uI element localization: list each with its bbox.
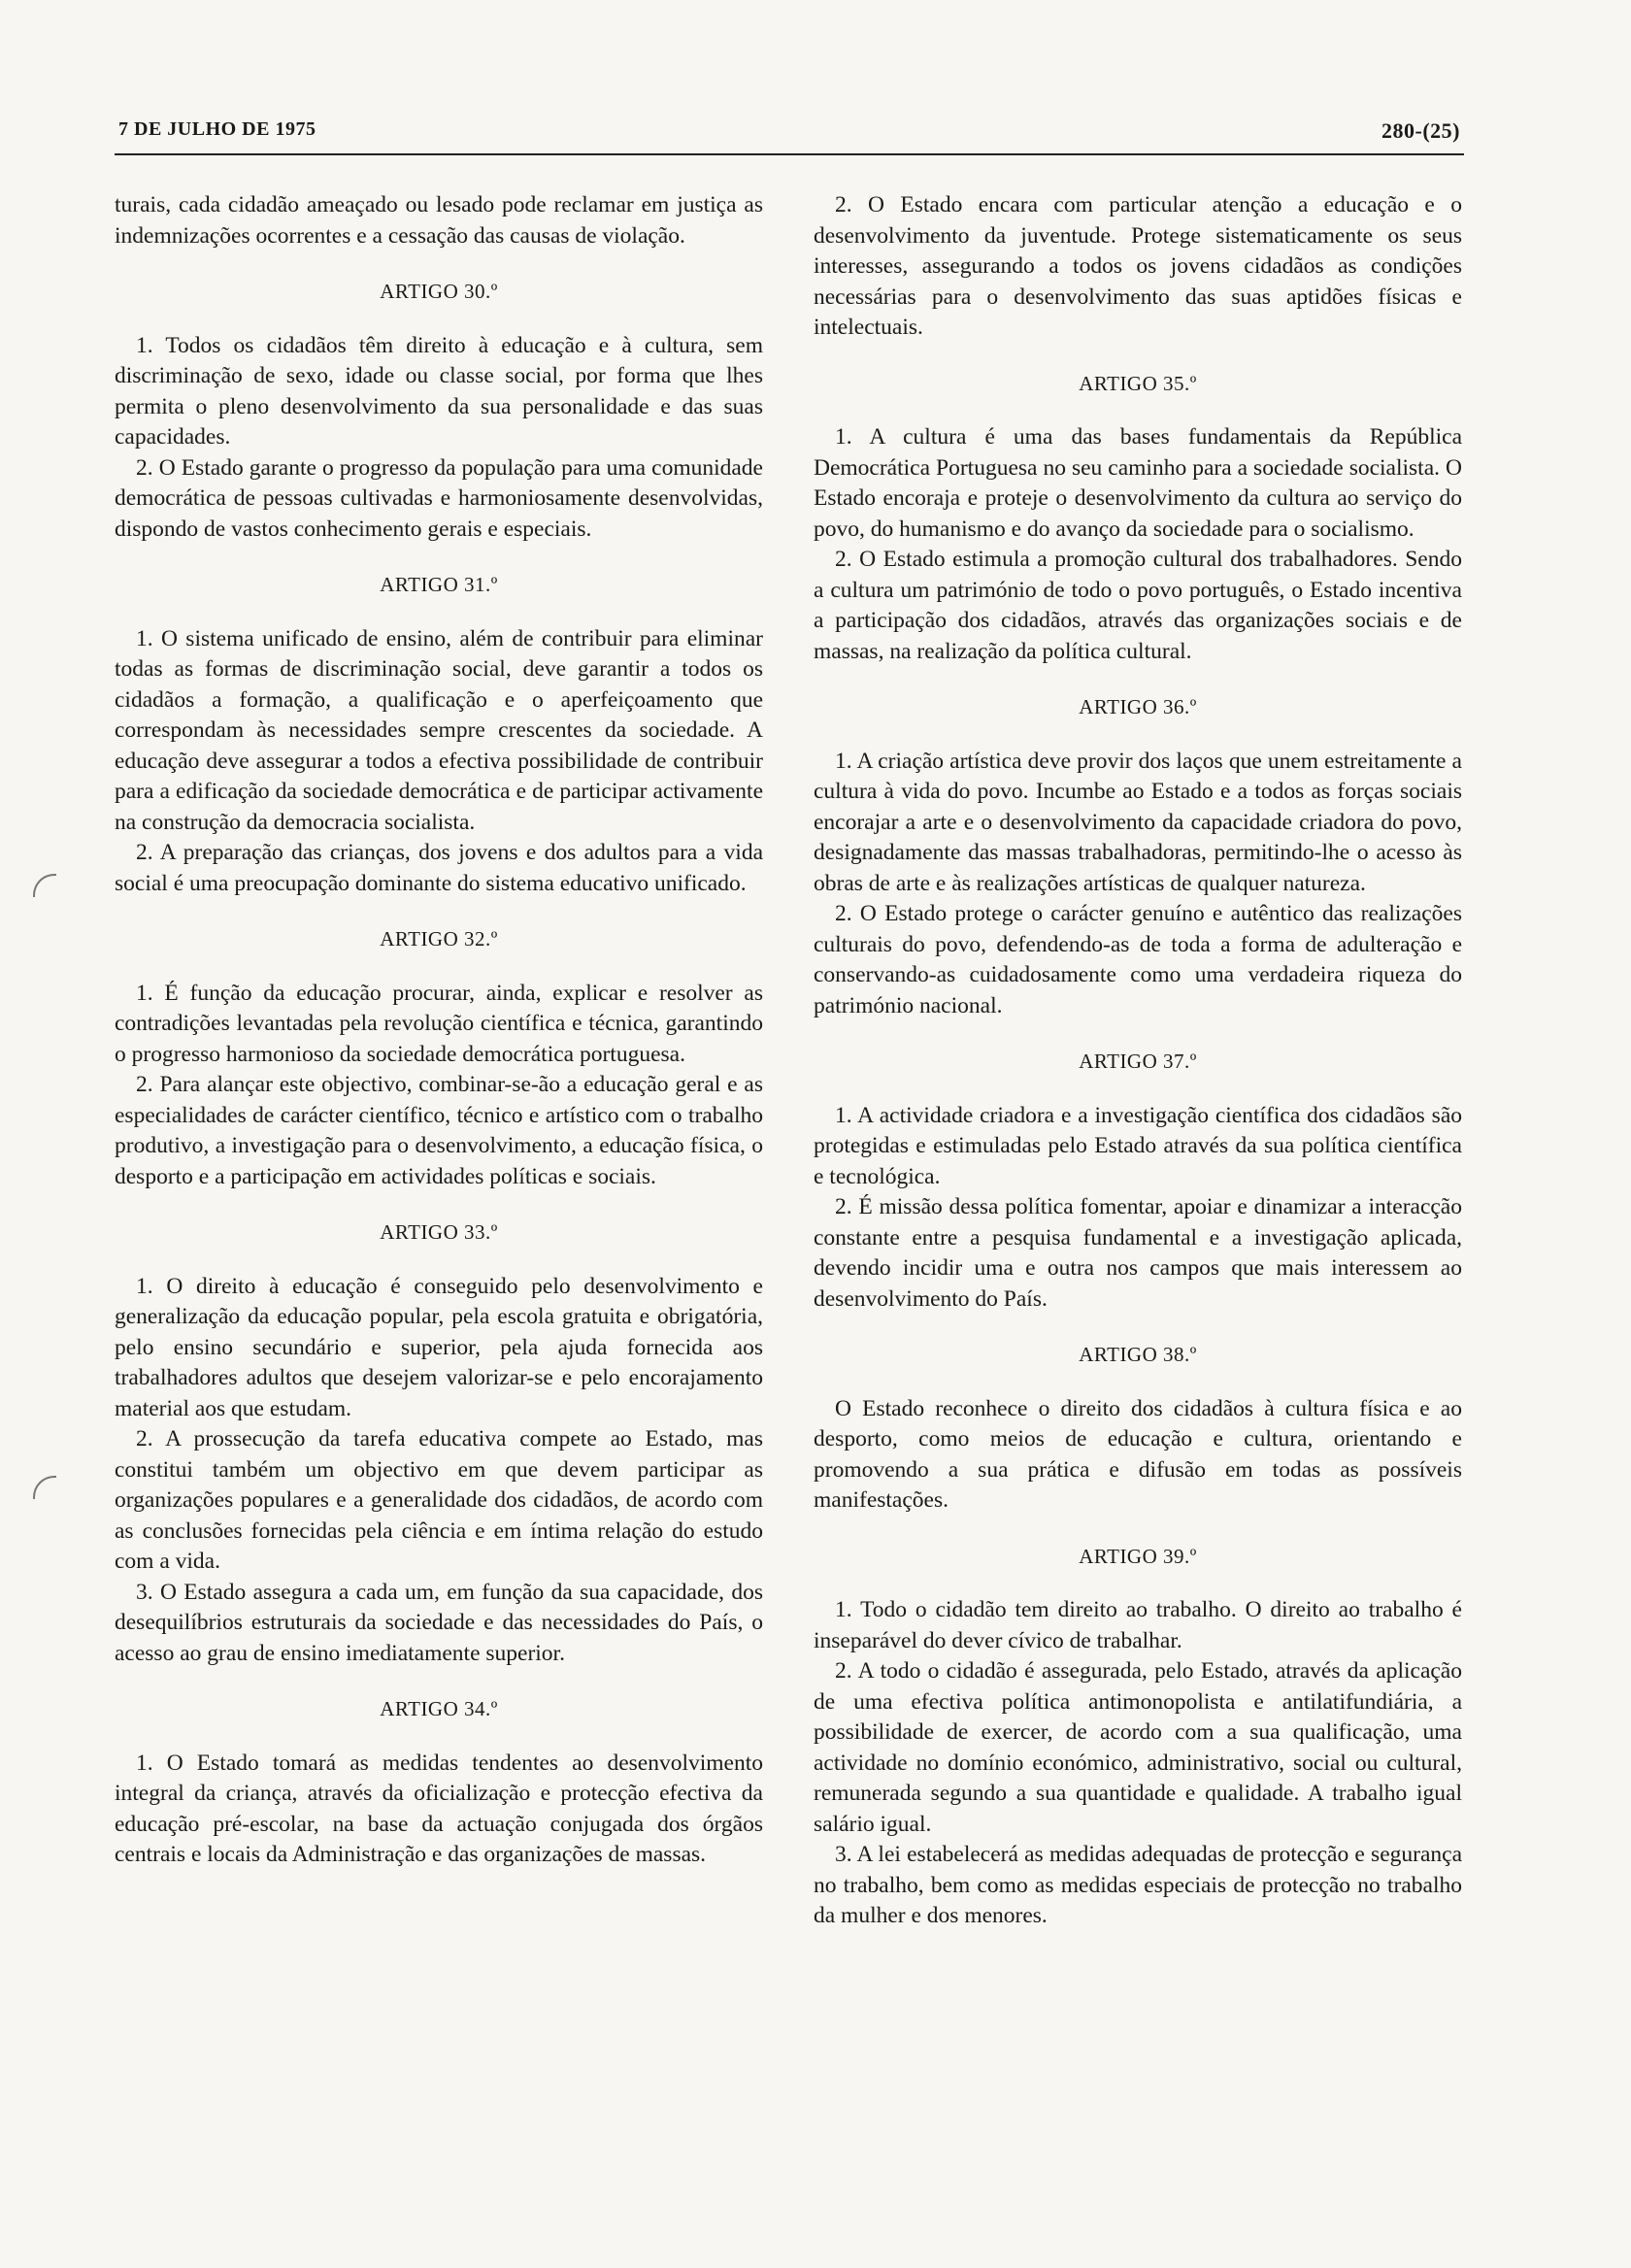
- article-paragraph: 1. A criação artística deve provir dos laços que unem estreitamente a cultura à vida do povo. Incumbe ao Estado e a todos as forças sociais encorajar a arte e o desenvolvimento da capacidade criadora do povo, designadamente das massas trabalhadoras, permitindo-lhe o acesso às obras de arte e às realizações artísticas de qualquer natureza.: [814, 748, 1462, 896]
- article-paragraph: 2. É missão dessa política fomentar, apoiar e dinamizar a interacção constante entre a pesquisa fundamental e a investigação aplicada, devendo incidir uma e outra nos campos que mais interessem ao desenvolvimento do País.: [814, 1194, 1462, 1312]
- article-paragraph: 2. A preparação das crianças, dos jovens e dos adultos para a vida social é uma preocupação dominante do sistema educativo unificado.: [115, 840, 763, 896]
- article-paragraph: 1. Todos os cidadãos têm direito à educação e à cultura, sem discriminação de sexo, idade ou classe social, por forma que lhes permita o pleno desenvolvimento da sua personalidade e das suas capacidades.: [115, 332, 763, 450]
- article-paragraph: turais, cada cidadão ameaçado ou lesado pode reclamar em justiça as indemnizações ocorrentes e a cessação das causas de violação.: [115, 192, 763, 249]
- article-paragraph: 1. A cultura é uma das bases fundamentais da República Democrática Portuguesa no seu caminho para a sociedade socialista. O Estado encoraja e proteje o desenvolvimento da cultura ao serviço do povo, do humanismo e do avanço da sociedade para o socialismo.: [814, 424, 1462, 542]
- article-heading: ARTIGO 33.º: [380, 1220, 498, 1244]
- article-paragraph: 2. O Estado estimula a promoção cultural dos trabalhadores. Sendo a cultura um património de todo o povo português, o Estado incentiva a participação dos cidadãos, através das organizações sociais e de massas, na realização da política cultural.: [814, 547, 1462, 664]
- article-paragraph: 1. É função da educação procurar, ainda, explicar e resolver as contradições levantadas pela revolução científica e técnica, garantindo o progresso harmonioso da sociedade democrática portuguesa.: [115, 980, 763, 1067]
- article-heading: ARTIGO 39.º: [1079, 1544, 1197, 1568]
- article-paragraph: 1. A actividade criadora e a investigação científica dos cidadãos são protegidas e estimuladas pelo Estado através da sua política científica e tecnológica.: [814, 1102, 1462, 1189]
- page-header: [115, 115, 1464, 155]
- article-heading: ARTIGO 34.º: [380, 1697, 498, 1720]
- article-paragraph: 1. O direito à educação é conseguido pelo desenvolvimento e generalização da educação popular, pela escola gratuita e obrigatória, pelo ensino secundário e superior, pela ajuda fornecida aos trabalhadores adultos que desejem valorizar-se e pelo encorajamento material aos que estudam.: [115, 1273, 763, 1421]
- article-heading: ARTIGO 36.º: [1079, 695, 1197, 718]
- article-paragraph: 2. O Estado garante o progresso da população para uma comunidade democrática de pessoas cultivadas e harmoniosamente desenvolvidas, dispondo de vastos conhecimento gerais e especiais.: [115, 454, 763, 542]
- article-paragraph: 3. O Estado assegura a cada um, em função da sua capacidade, dos desequilíbrios estruturais da sociedade e das necessidades do País, o acesso ao grau de ensino imediatamente superior.: [115, 1579, 763, 1666]
- article-heading: ARTIGO 30.º: [380, 280, 498, 303]
- article-paragraph: 2. A todo o cidadão é assegurada, pelo Estado, através da aplicação de uma efectiva política antimonopolista e antilatifundiária, a possibilidade de exercer, de acordo com a sua qualificação, uma actividade no domínio económico, administrativo, social ou cultural, remunerada segundo a sua quantidade e qualidade. A trabalho igual salário igual.: [814, 1658, 1462, 1837]
- header-date: 7 DE JULHO DE 1975: [118, 118, 316, 140]
- left-column: [115, 190, 763, 1871]
- article-paragraph: 1. O Estado tomará as medidas tendentes ao desenvolvimento integral da criança, através da oficialização e protecção efectiva da educação pré-escolar, na base da actuação conjugada dos órgãos centrais e locais da Administração e das organizações de massas.: [115, 1750, 763, 1867]
- article-paragraph: 2. Para alançar este objectivo, combinar-se-ão a educação geral e as especialidades de carácter científico, técnico e artístico com o trabalho produtivo, a investigação para o desenvolvimento, a educação física, o desporto e a participação em actividades políticas e sociais.: [115, 1072, 763, 1189]
- header-page-number: 280-(25): [1381, 118, 1460, 143]
- article-paragraph: 2. O Estado protege o carácter genuíno e autêntico das realizações culturais do povo, defendendo-as de toda a forma de adulteração e conservando-as cuidadosamente como uma verdadeira riqueza do património nacional.: [814, 901, 1462, 1018]
- article-paragraph: 2. O Estado encara com particular atenção a educação e o desenvolvimento da juventude. Protege sistematicamente os seus interesses, assegurando a todos os jovens cidadãos as condições necessárias para o desenvolvimento das suas aptidões físicas e intelectuais.: [814, 192, 1462, 340]
- margin-mark: [33, 1476, 56, 1499]
- article-heading: ARTIGO 38.º: [1079, 1343, 1197, 1366]
- article-paragraph: 1. Todo o cidadão tem direito ao trabalho. O direito ao trabalho é inseparável do dever cívico de trabalhar.: [814, 1597, 1462, 1653]
- article-heading: ARTIGO 32.º: [380, 927, 498, 951]
- article-heading: ARTIGO 35.º: [1079, 371, 1197, 395]
- article-paragraph: 1. O sistema unificado de ensino, além de contribuir para eliminar todas as formas de discriminação social, deve garantir a todos os cidadãos a formação, a qualificação e o aperfeiçoamento que correspondam às necessidades sempre crescentes da sociedade. A educação deve assegurar a todos a efectiva possibilidade de contribuir para a edificação da sociedade democrática e de participar activamente na construção da democracia socialista.: [115, 625, 763, 835]
- article-heading: ARTIGO 37.º: [1079, 1050, 1197, 1073]
- article-heading: ARTIGO 31.º: [380, 573, 498, 596]
- article-paragraph: O Estado reconhece o direito dos cidadãos à cultura física e ao desporto, como meios de educação e cultura, orientando e promovendo a sua prática e difusão em todas as possíveis manifestações.: [814, 1395, 1462, 1513]
- right-column: [814, 190, 1462, 1932]
- margin-mark: [33, 874, 56, 897]
- article-paragraph: 2. A prossecução da tarefa educativa compete ao Estado, mas constitui também um objectivo em que devem participar as organizações populares e a generalidade dos cidadãos, de acordo com as conclusões fornecidas pela ciência e em íntima relação do estudo com a vida.: [115, 1426, 763, 1574]
- article-paragraph: 3. A lei estabelecerá as medidas adequadas de protecção e segurança no trabalho, bem como as medidas especiais de protecção no trabalho da mulher e dos menores.: [814, 1842, 1462, 1928]
